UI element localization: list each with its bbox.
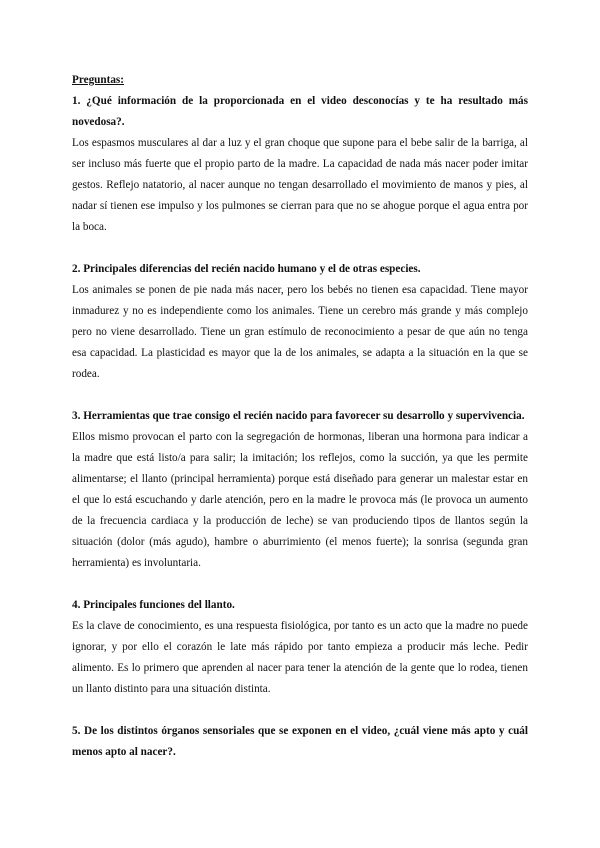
- paragraph-spacer: [72, 700, 528, 721]
- question-4: 4. Principales funciones del llanto.: [72, 599, 235, 611]
- question-1: 1. ¿Qué información de la proporcionada en el video desconocías y te ha resultado más novedosa?.: [72, 95, 528, 128]
- answer-2: Los animales se ponen de pie nada más nacer, pero los bebés no tienen esa capacidad. Tiene mayor inmadurez y no es independiente como los animales. Tiene un cerebro más grande y más complejo pero no viene desarrollado. Tiene un gran estímulo de reconocimiento a pesar de que aún no tenga esa capacidad. La plasticidad es mayor que la de los animales, se adapta a la situación en la que se rodea.: [72, 284, 528, 380]
- document-heading: Preguntas:: [72, 74, 124, 86]
- paragraph-spacer: [72, 574, 528, 595]
- document-page: [72, 70, 528, 763]
- answer-4: Es la clave de conocimiento, es una respuesta fisiológica, por tanto es un acto que la madre no puede ignorar, y por ello el corazón le late más rápido por tanto empieza a producir más leche. Pedir alimento. Es lo primero que aprenden al nacer para tener la atención de la gente que lo rodea, tienen un llanto distinto para una situación distinta.: [72, 620, 528, 695]
- question-2: 2. Principales diferencias del recién nacido humano y el de otras especies.: [72, 263, 421, 275]
- paragraph-spacer: [72, 385, 528, 406]
- answer-3: Ellos mismo provocan el parto con la segregación de hormonas, liberan una hormona para indicar a la madre que está listo/a para salir; la imitación; los reflejos, como la succión, ya que les permite alimentarse; el llanto (principal herramienta) porque está diseñado para generar un malestar estar en el que lo está escuchando y darle atención, pero en la madre le provoca más (le provoca un aumento de la frecuencia cardiaca y la producción de leche) se van produciendo tipos de llantos según la situación (dolor (más agudo), hambre o aburrimiento (el menos fuerte); la sonrisa (segunda gran herramienta) es involuntaria.: [72, 431, 528, 569]
- question-3: 3. Herramientas que trae consigo el recién nacido para favorecer su desarrollo y supervivencia.: [72, 410, 525, 422]
- question-5: 5. De los distintos órganos sensoriales que se exponen en el video, ¿cuál viene más apto y cuál menos apto al nacer?.: [72, 725, 528, 758]
- paragraph-spacer: [72, 238, 528, 259]
- answer-1: Los espasmos musculares al dar a luz y el gran choque que supone para el bebe salir de la barriga, al ser incluso más fuerte que el propio parto de la madre. La capacidad de nada más nacer poder imitar gestos. Reflejo natatorio, al nacer aunque no tengan desarrollado el movimiento de manos y pies, al nadar sí tienen ese impulso y los pulmones se cierran para que no se ahogue porque el agua entra por la boca.: [72, 137, 528, 233]
